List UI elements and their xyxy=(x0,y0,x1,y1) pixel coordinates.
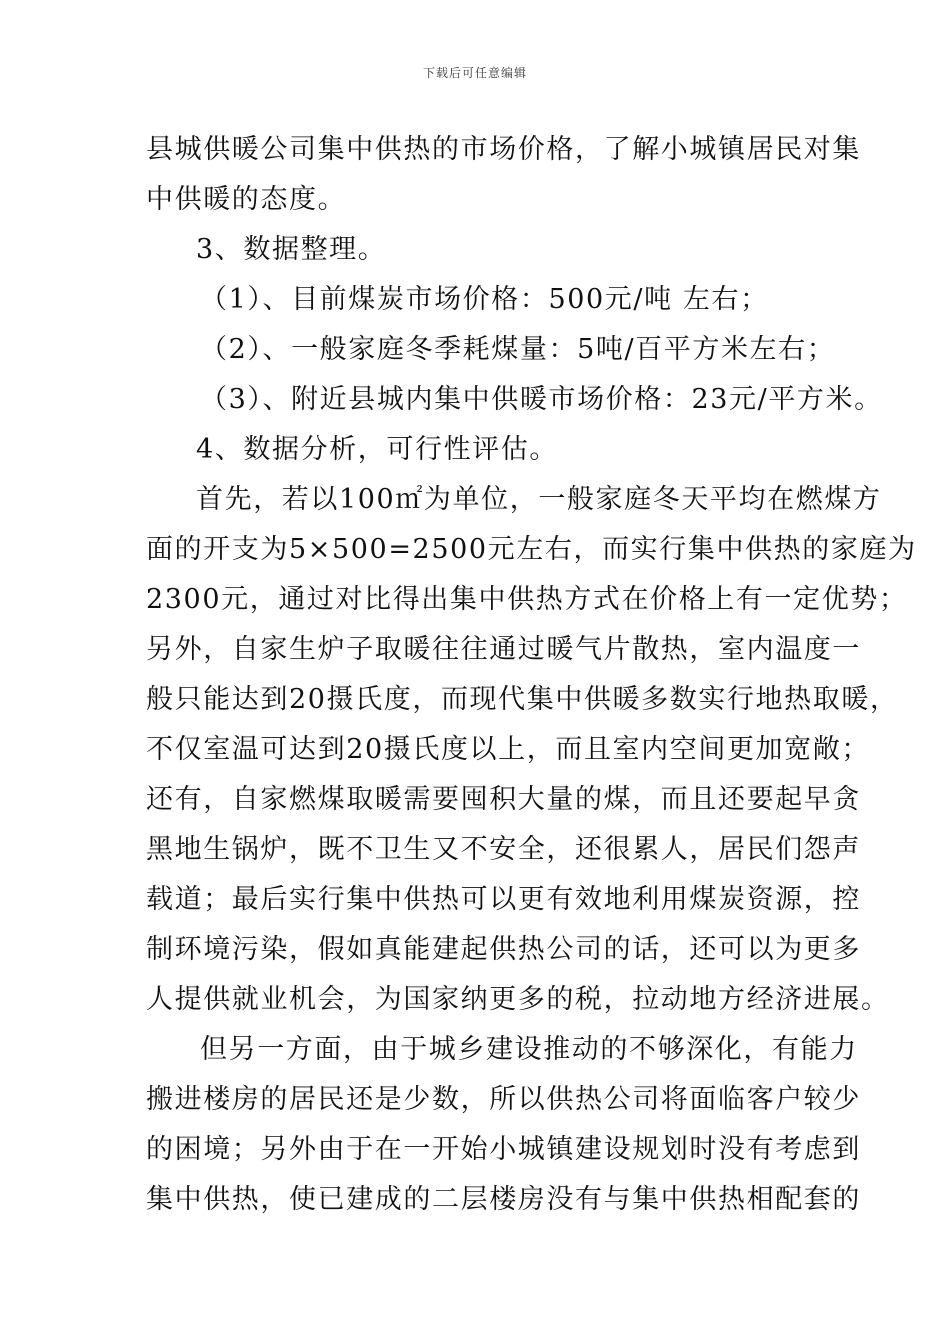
text-line: 还有，自家燃煤取暖需要囤积大量的煤，而且还要起早贪 xyxy=(146,784,861,815)
text-line: 首先，若以100㎡为单位，一般家庭冬天平均在燃煤方 xyxy=(196,484,882,515)
text-line: 另外，自家生炉子取暖往往通过暖气片散热，室内温度一 xyxy=(146,634,861,665)
text-line: （1）、目前煤炭市场价格：500元/吨 左右； xyxy=(200,284,769,315)
text-line: 制环境污染，假如真能建起供热公司的话，还可以为更多 xyxy=(146,934,861,965)
text-line: 搬进楼房的居民还是少数，所以供热公司将面临客户较少 xyxy=(146,1084,861,1115)
text-line: 集中供热，使已建成的二层楼房没有与集中供热相配套的 xyxy=(146,1184,861,1215)
text-line: 4、数据分析，可行性评估。 xyxy=(196,434,558,465)
text-line: 不仅室温可达到20摄氏度以上，而且室内空间更加宽敞； xyxy=(146,734,870,765)
text-line: 面的开支为5×500=2500元左右，而实行集中供热的家庭为 xyxy=(146,534,917,565)
text-line: 县城供暖公司集中供热的市场价格，了解小城镇居民对集 xyxy=(146,134,861,165)
text-line: 中供暖的态度。 xyxy=(146,184,347,215)
text-line: 但另一方面，由于城乡建设推动的不够深化，有能力 xyxy=(200,1034,858,1065)
text-line: 2300元，通过对比得出集中供热方式在价格上有一定优势； xyxy=(146,584,908,615)
text-line: 载道；最后实行集中供热可以更有效地利用煤炭资源，控 xyxy=(146,884,861,915)
text-line: 人提供就业机会，为国家纳更多的税，拉动地方经济进展。 xyxy=(146,984,890,1015)
text-line: （2）、一般家庭冬季耗煤量：5吨/百平方米左右； xyxy=(200,334,836,365)
text-line: 3、数据整理。 xyxy=(196,234,387,265)
text-line: 般只能达到20摄氏度，而现代集中供暖多数实行地热取暖， xyxy=(146,684,899,715)
text-line: （3）、附近县城内集中供暖市场价格：23元/平方米。 xyxy=(200,384,883,415)
text-line: 的困境；另外由于在一开始小城镇建设规划时没有考虑到 xyxy=(146,1134,861,1165)
text-line: 黑地生锅炉，既不卫生又不安全，还很累人，居民们怨声 xyxy=(146,834,861,865)
page-header: 下载后可任意编辑 xyxy=(422,66,527,80)
